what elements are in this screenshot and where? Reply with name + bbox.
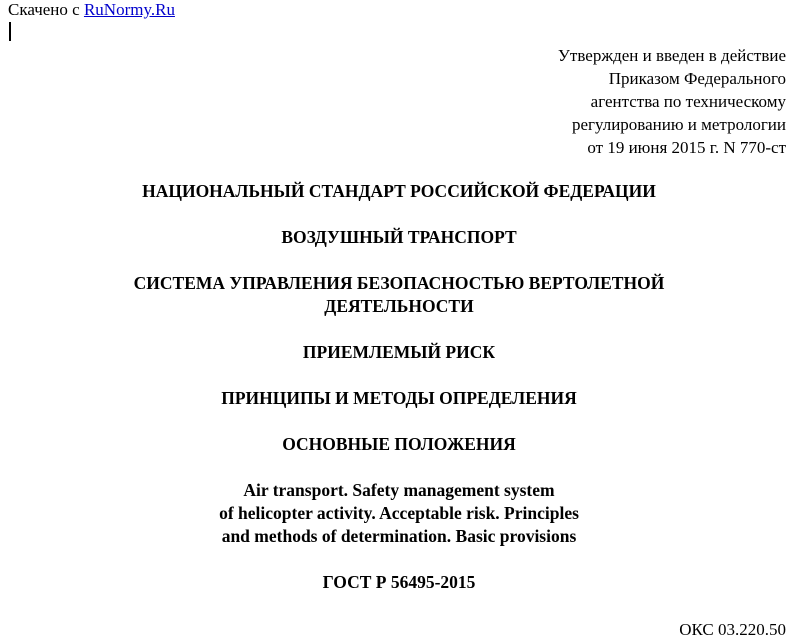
gost-heading xyxy=(0,571,790,594)
system-heading-line: ДЕЯТЕЛЬНОСТИ xyxy=(324,296,474,316)
approval-line: Приказом Федерального xyxy=(608,69,786,88)
source-line xyxy=(8,0,175,20)
acceptable-risk-heading xyxy=(0,341,790,364)
basic-provisions-heading xyxy=(0,433,790,456)
national-standard-heading xyxy=(0,180,790,203)
basic-provisions-text: ОСНОВНЫЕ ПОЛОЖЕНИЯ xyxy=(282,434,516,454)
source-prefix: Скачено с xyxy=(8,0,84,19)
english-title-line: Air transport. Safety management system xyxy=(243,480,555,500)
approval-line: регулированию и метрологии xyxy=(571,115,786,134)
system-heading xyxy=(0,272,790,318)
english-title-line: and methods of determination. Basic provisions xyxy=(221,526,577,546)
approval-line: Утвержден и введен в действие xyxy=(557,46,786,65)
principles-text: ПРИНЦИПЫ И МЕТОДЫ ОПРЕДЕЛЕНИЯ xyxy=(221,388,577,408)
approval-line: от 19 июня 2015 г. N 770-ст xyxy=(587,138,786,157)
system-heading-line: СИСТЕМА УПРАВЛЕНИЯ БЕЗОПАСНОСТЬЮ ВЕРТОЛЕТНОЙ xyxy=(133,273,665,293)
air-transport-text: ВОЗДУШНЫЙ ТРАНСПОРТ xyxy=(281,227,517,247)
air-transport-heading xyxy=(0,226,790,249)
oks-code: ОКС 03.220.50 xyxy=(679,620,786,639)
english-title xyxy=(0,479,790,548)
source-link[interactable]: RuNormy.Ru xyxy=(83,0,175,19)
english-title-line: of helicopter activity. Acceptable risk. Principles xyxy=(219,503,579,523)
acceptable-risk-text: ПРИЕМЛЕМЫЙ РИСК xyxy=(302,342,496,362)
text-cursor xyxy=(9,22,11,41)
approval-block xyxy=(558,44,786,159)
gost-number: ГОСТ Р 56495-2015 xyxy=(322,572,476,592)
approval-line: агентства по техническому xyxy=(590,92,786,111)
principles-heading xyxy=(0,387,790,410)
national-standard-text: НАЦИОНАЛЬНЫЙ СТАНДАРТ РОССИЙСКОЙ ФЕДЕРАЦИИ xyxy=(142,181,656,201)
